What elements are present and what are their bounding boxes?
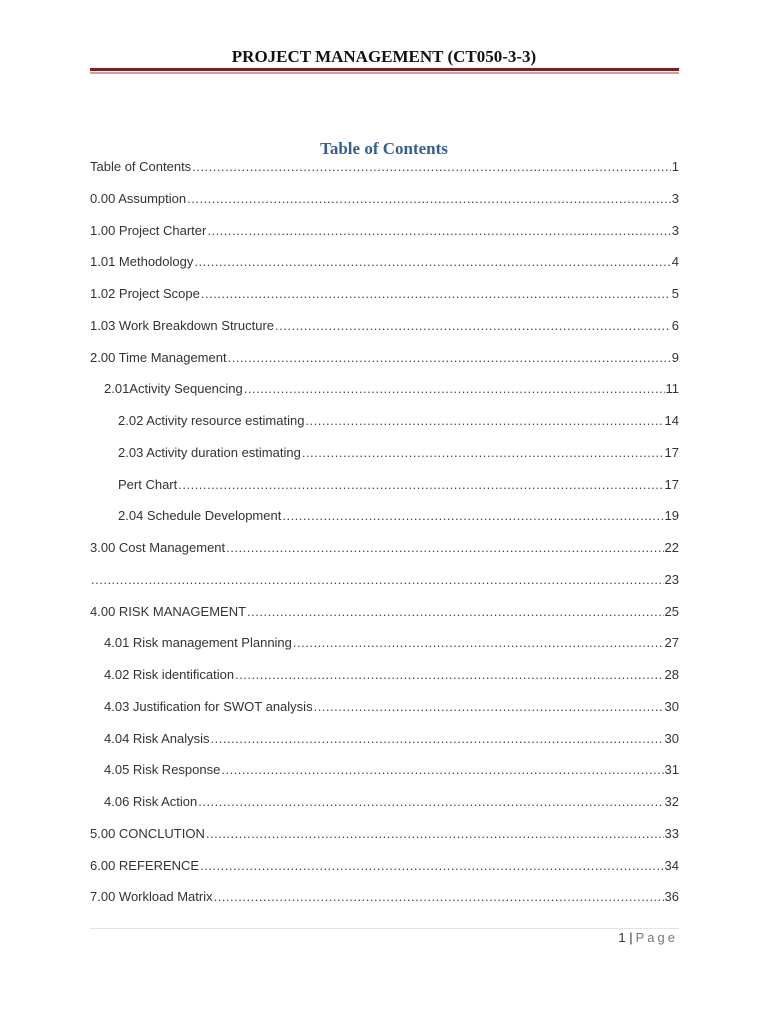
toc-entry-leader	[244, 381, 665, 396]
toc-entry-page: 31	[664, 762, 679, 777]
toc-entry[interactable]	[118, 508, 679, 528]
toc-entry-label: 7.00 Workload Matrix	[90, 889, 213, 904]
toc-entry[interactable]	[90, 572, 679, 592]
toc-entry-leader	[275, 318, 671, 333]
toc-entry[interactable]	[90, 254, 679, 274]
toc-entry-leader	[282, 508, 663, 523]
toc-entry-page: 32	[664, 794, 679, 809]
toc-entry[interactable]	[104, 635, 679, 655]
toc-entry[interactable]	[104, 381, 679, 401]
toc-entry-label: 2.01Activity Sequencing	[104, 381, 243, 396]
toc-entry-leader	[206, 826, 664, 841]
toc-entry-label: 4.06 Risk Action	[104, 794, 198, 809]
toc-entry-page: 17	[664, 445, 679, 460]
toc-entry-label: 2.00 Time Management	[90, 350, 227, 365]
toc-entry[interactable]	[90, 604, 679, 624]
toc-entry-page: 9	[671, 350, 679, 365]
toc-entry-label: 2.02 Activity resource estimating	[118, 413, 305, 428]
toc-entry[interactable]	[90, 191, 679, 211]
toc-entry[interactable]	[104, 699, 679, 719]
toc-entry-leader	[221, 762, 663, 777]
toc-entry-leader	[214, 889, 664, 904]
toc-entry-label: 4.05 Risk Response	[104, 762, 221, 777]
toc-entry-leader	[207, 223, 670, 238]
toc-entry[interactable]	[90, 159, 679, 179]
toc-entry-label: 1.00 Project Charter	[90, 223, 207, 238]
toc-entry-label: 2.04 Schedule Development	[118, 508, 282, 523]
toc-entry-label: Table of Contents	[90, 159, 192, 174]
toc-entry-page: 5	[671, 286, 679, 301]
footer-page-number: 1	[618, 930, 626, 945]
toc-entry-label: 4.03 Justification for SWOT analysis	[104, 699, 313, 714]
toc-entry-label: 4.04 Risk Analysis	[104, 731, 210, 746]
toc-entry-page: 17	[664, 477, 679, 492]
toc-entry-leader	[305, 413, 663, 428]
document-header-title: PROJECT MANAGEMENT (CT050-3-3)	[231, 47, 537, 66]
toc-entry-label: 1.01 Methodology	[90, 254, 194, 269]
toc-entry-leader	[187, 191, 671, 206]
footer-rule	[90, 928, 679, 929]
toc-entry[interactable]	[118, 413, 679, 433]
toc-entry[interactable]	[90, 318, 679, 338]
toc-entry-label: 3.00 Cost Management	[90, 540, 226, 555]
toc-entry-label: 4.00 RISK MANAGEMENT	[90, 604, 247, 619]
page-footer	[618, 930, 678, 945]
toc-entry-page: 3	[671, 223, 679, 238]
toc-entry-leader	[293, 635, 664, 650]
toc-entry-label: 4.02 Risk identification	[104, 667, 235, 682]
toc-entry[interactable]	[90, 858, 679, 878]
header-rule-thick	[90, 68, 679, 71]
toc-entry-leader	[247, 604, 663, 619]
toc-entry-leader	[192, 159, 671, 174]
toc-entry-page: 30	[664, 731, 679, 746]
toc-entry-label: 6.00 REFERENCE	[90, 858, 200, 873]
toc-entry-page: 19	[664, 508, 679, 523]
header-rule-thin	[90, 72, 679, 74]
toc-entry-leader	[201, 286, 671, 301]
toc-entry-leader	[178, 477, 663, 492]
toc-entry-leader	[198, 794, 663, 809]
toc-entry-page: 6	[671, 318, 679, 333]
toc-entry-page: 30	[664, 699, 679, 714]
toc-entry[interactable]	[90, 826, 679, 846]
toc-entry-page: 11	[665, 381, 679, 396]
toc-entry-page: 28	[664, 667, 679, 682]
toc-entry-page: 27	[664, 635, 679, 650]
toc-entry-leader	[211, 731, 664, 746]
toc-entry-page: 33	[664, 826, 679, 841]
toc-entry[interactable]	[118, 477, 679, 497]
toc-entry[interactable]	[104, 731, 679, 751]
toc-entry-label: 0.00 Assumption	[90, 191, 187, 206]
toc-entry-leader	[228, 350, 671, 365]
toc-entry-leader	[226, 540, 663, 555]
toc-entry-leader	[235, 667, 663, 682]
toc-entry-leader	[200, 858, 663, 873]
toc-entry[interactable]	[90, 223, 679, 243]
toc-entry[interactable]	[90, 286, 679, 306]
toc-heading: Table of Contents	[320, 139, 448, 158]
toc-entry[interactable]	[104, 794, 679, 814]
toc-entry[interactable]	[104, 762, 679, 782]
toc-entry[interactable]	[104, 667, 679, 687]
toc-entry-page: 22	[664, 540, 679, 555]
footer-page-word: Page	[635, 930, 678, 945]
toc-entry-label: 1.02 Project Scope	[90, 286, 200, 301]
toc-entry-label: Pert Chart	[118, 477, 178, 492]
toc-entry-leader	[91, 572, 664, 587]
toc-entry-page: 23	[664, 572, 679, 587]
toc-entry-page: 4	[671, 254, 679, 269]
toc-entry-page: 34	[664, 858, 679, 873]
footer-separator: |	[629, 930, 633, 945]
toc-entry-page: 36	[664, 889, 679, 904]
toc-entry-label: 2.03 Activity duration estimating	[118, 445, 301, 460]
toc-entry[interactable]	[90, 889, 679, 909]
toc-entry-leader	[314, 699, 664, 714]
toc-entry-leader	[194, 254, 670, 269]
toc-entry-page: 1	[671, 159, 679, 174]
toc-entry-label: 1.03 Work Breakdown Structure	[90, 318, 275, 333]
toc-entry-label: 5.00 CONCLUTION	[90, 826, 205, 841]
toc-entry-label: 4.01 Risk management Planning	[104, 635, 292, 650]
toc-entry[interactable]	[118, 445, 679, 465]
toc-entry[interactable]	[90, 350, 679, 370]
toc-entry-page: 3	[671, 191, 679, 206]
toc-entry[interactable]	[90, 540, 679, 560]
toc-entry-page: 25	[664, 604, 679, 619]
toc-entry-page: 14	[664, 413, 679, 428]
toc-entry-leader	[302, 445, 664, 460]
